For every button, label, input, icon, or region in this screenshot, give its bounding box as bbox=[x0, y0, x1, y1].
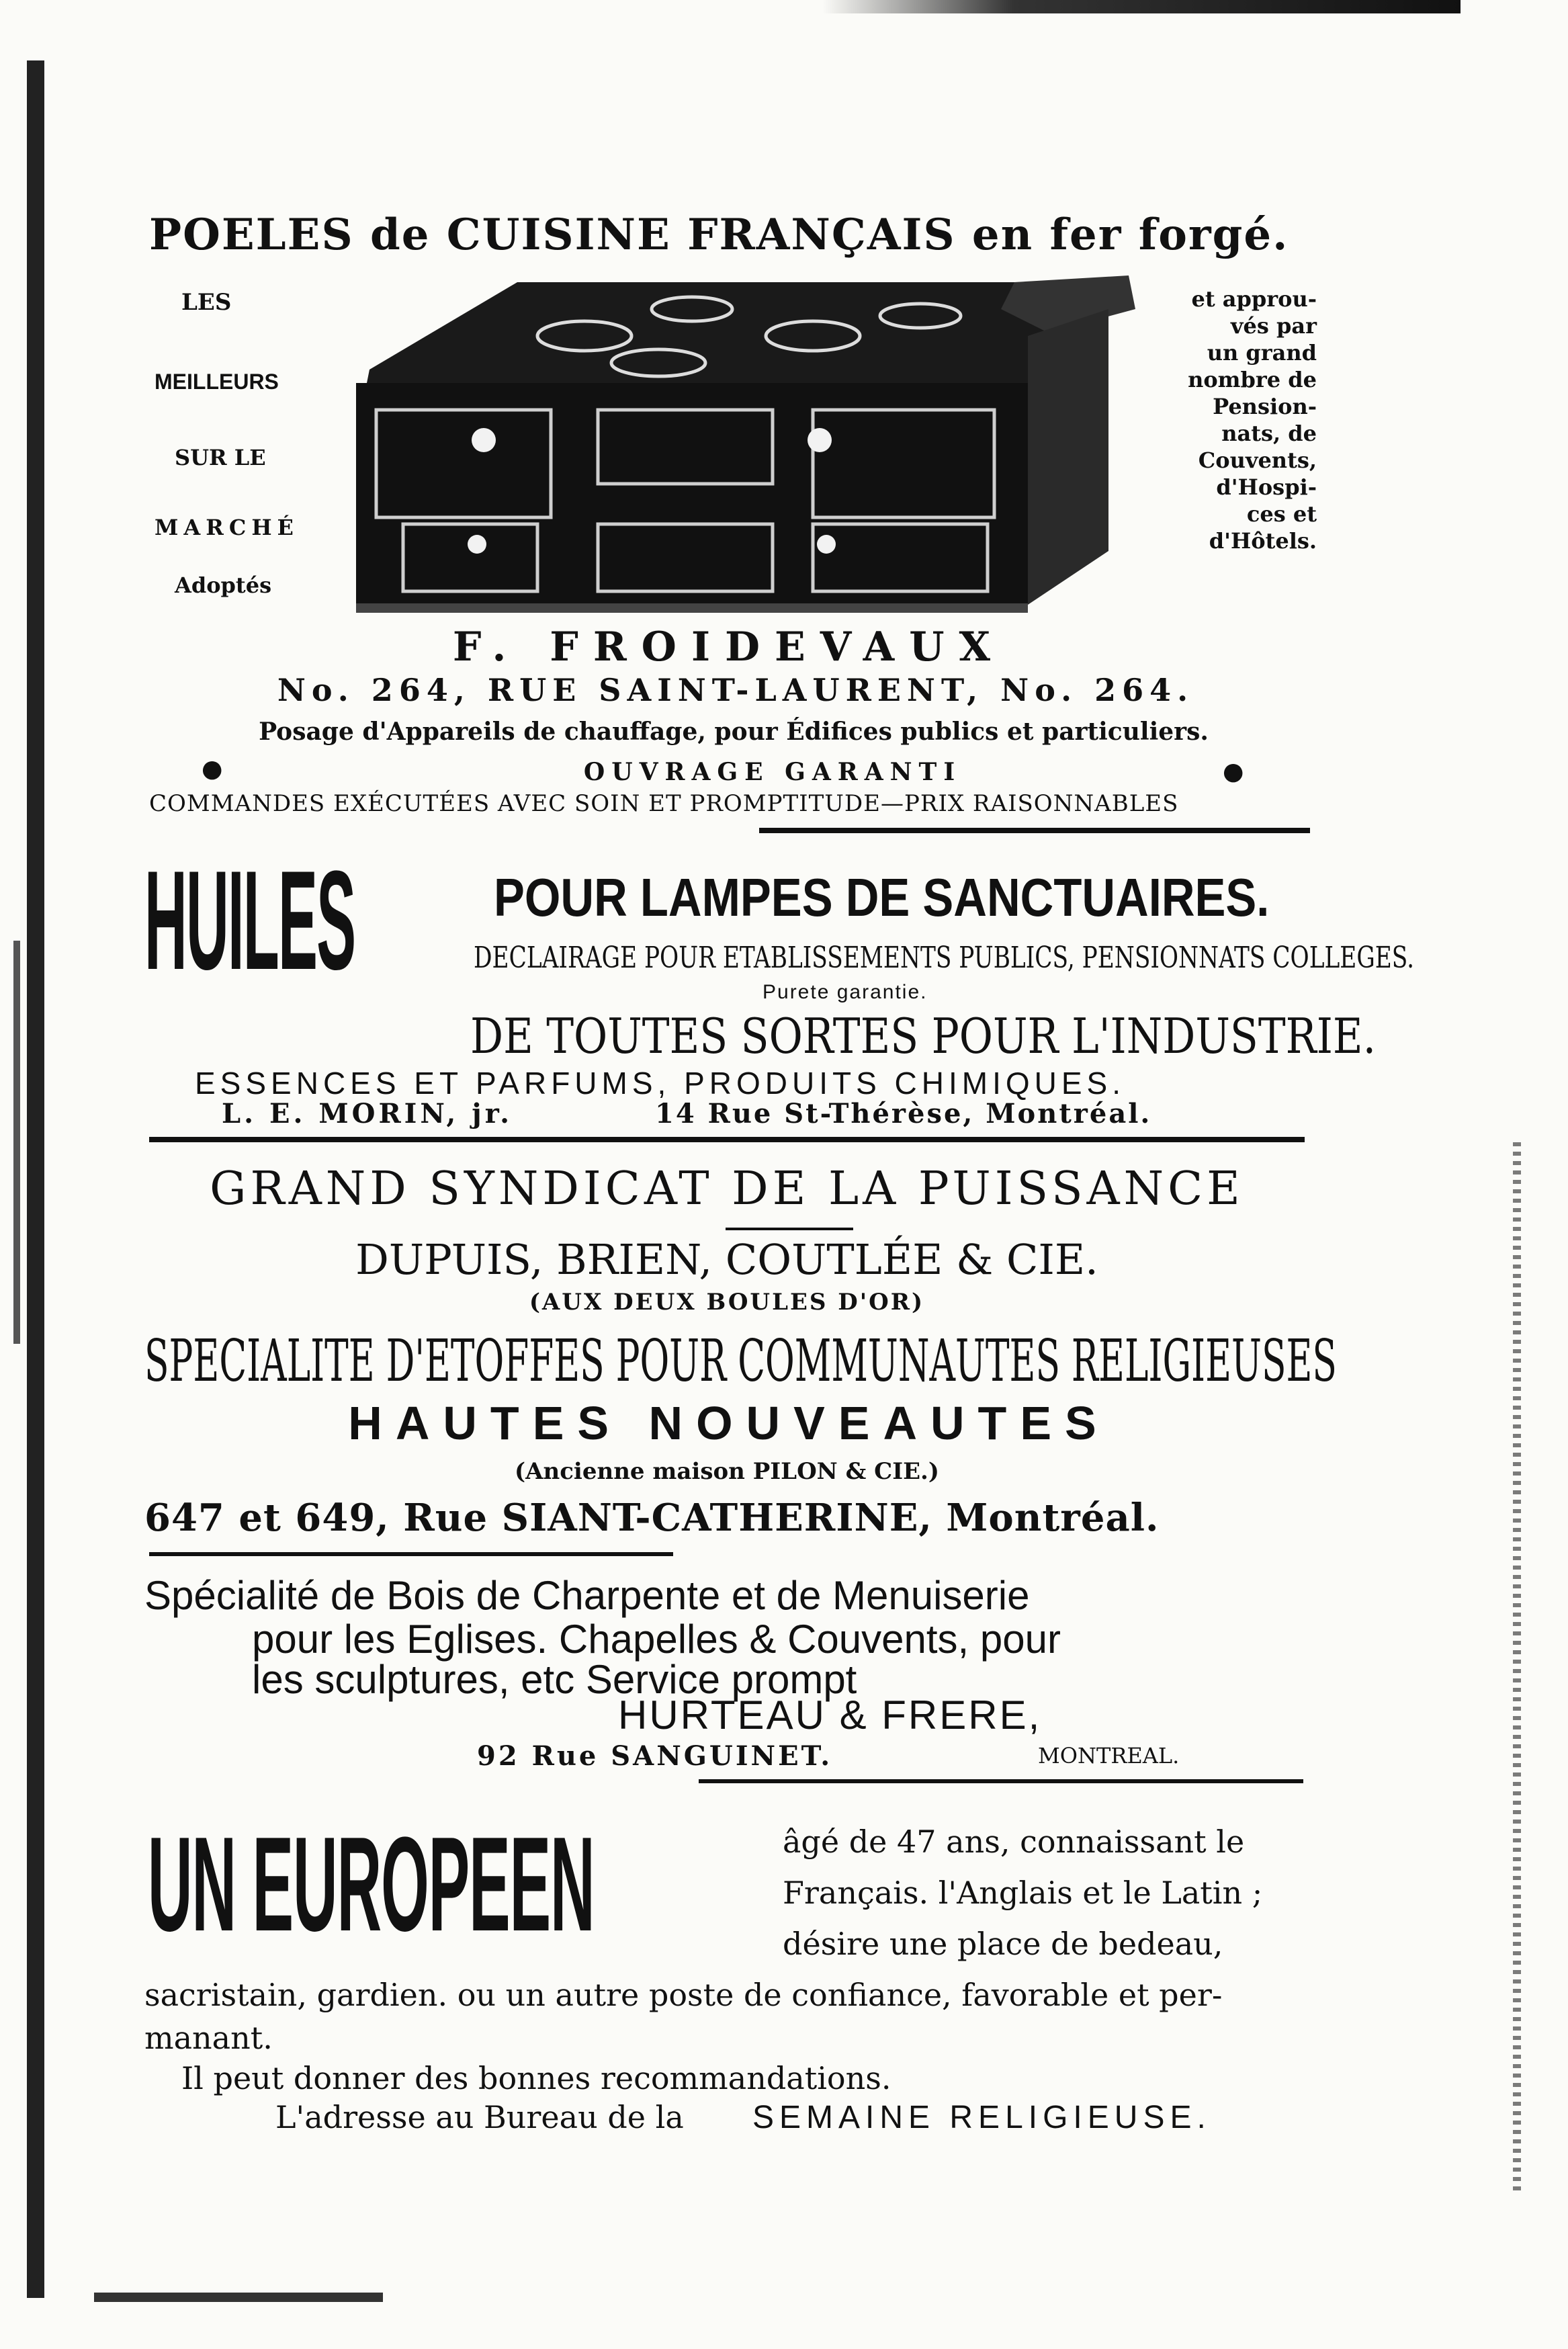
syndicate-ad-sign: (AUX DEUX BOULES D'OR) bbox=[529, 1289, 925, 1316]
woodwork-ad-firm: HURTEAU & FRERE, bbox=[618, 1693, 1042, 1738]
right-line: et approu- bbox=[1191, 286, 1317, 312]
stove-ad-heading: POELES de CUISINE FRANÇAIS en fer forgé. bbox=[149, 210, 1289, 260]
right-line: un grand bbox=[1207, 340, 1317, 366]
syndicate-ad-firm: DUPUIS, BRIEN, COUTLÉE & CIE. bbox=[355, 1235, 1098, 1284]
european-ad-line4: sacristain, gardien. ou un autre poste de confiance, favorable et per- bbox=[144, 1977, 1223, 2013]
divider bbox=[149, 1552, 673, 1556]
oils-ad-line5: ESSENCES ET PARFUMS, PRODUITS CHIMIQUES. bbox=[195, 1066, 1126, 1101]
scan-edge-left bbox=[27, 60, 44, 2298]
stove-ad-address: No. 264, RUE SAINT-LAURENT, No. 264. bbox=[277, 672, 1194, 708]
woodwork-ad-line1: Spécialité de Bois de Charpente et de Menuiserie bbox=[144, 1573, 1030, 1618]
right-line: d'Hospi- bbox=[1216, 474, 1317, 500]
stove-ad-guarantee: OUVRAGE GARANTI bbox=[583, 758, 962, 786]
divider bbox=[759, 828, 1310, 833]
left-line: Adoptés bbox=[175, 572, 272, 598]
european-ad-line5: manant. bbox=[144, 2020, 273, 2056]
woodwork-ad-line2: pour les Eglises. Chapelles & Couvents, pour bbox=[252, 1617, 1061, 1662]
syndicate-ad-novelties: HAUTES NOUVEAUTES bbox=[348, 1397, 1110, 1449]
oils-ad-line3: Purete garantie. bbox=[763, 981, 928, 1003]
scan-edge-left-shadow bbox=[13, 941, 20, 1344]
left-line: LES bbox=[181, 289, 232, 316]
scan-edge-top bbox=[822, 0, 1461, 13]
ornament-icon: ● bbox=[1223, 758, 1244, 785]
divider bbox=[726, 1228, 853, 1230]
woodwork-ad-city: MONTREAL. bbox=[1038, 1743, 1180, 1768]
european-ad-line1: âgé de 47 ans, connaissant le bbox=[783, 1824, 1245, 1860]
stove-ad-merchant-name: F. FROIDEVAUX bbox=[452, 624, 1006, 671]
stove-ad-service: Posage d'Appareils de chauffage, pour Édifices publics et particuliers. bbox=[259, 718, 1209, 746]
european-ad-line7-prefix: L'adresse au Bureau de la bbox=[275, 2099, 684, 2135]
right-line: Couvents, bbox=[1198, 447, 1317, 473]
right-line: d'Hôtels. bbox=[1209, 528, 1317, 554]
european-ad-line6: Il peut donner des bonnes recommandations. bbox=[181, 2060, 891, 2096]
syndicate-ad-address: 647 et 649, Rue SIANT-CATHERINE, Montréal. bbox=[144, 1496, 1160, 1540]
right-line: Pension- bbox=[1213, 394, 1317, 419]
left-line: MEILLEURS bbox=[155, 370, 279, 394]
oils-ad-merchant-address: 14 Rue St-Thérèse, Montréal. bbox=[655, 1098, 1152, 1129]
divider bbox=[149, 1137, 1305, 1142]
right-line: ces et bbox=[1246, 501, 1317, 527]
stove-illustration bbox=[343, 269, 1142, 618]
right-line: nats, de bbox=[1221, 421, 1317, 446]
right-line: nombre de bbox=[1188, 367, 1317, 392]
ornament-icon: ● bbox=[202, 755, 223, 783]
syndicate-ad-former: (Ancienne maison PILON & CIE.) bbox=[515, 1458, 939, 1485]
oils-ad-line4: DE TOUTES SORTES POUR L'INDUSTRIE. bbox=[470, 1008, 1377, 1064]
oils-ad-line2: DECLAIRAGE POUR ETABLISSEMENTS PUBLICS, PENSIONNATS COLLEGES. bbox=[474, 941, 1415, 975]
left-line: MARCHÉ bbox=[155, 515, 299, 540]
left-line: SUR LE bbox=[175, 445, 266, 470]
stove-ad-orders: COMMANDES EXÉCUTÉES AVEC SOIN ET PROMPTITUDE—PRIX RAISONNABLES bbox=[149, 790, 1179, 817]
scan-edge-bottom bbox=[94, 2293, 383, 2302]
scan-edge-right bbox=[1513, 1142, 1521, 2190]
woodwork-ad-address: 92 Rue SANGUINET. bbox=[477, 1740, 833, 1772]
european-ad-line7-suffix: SEMAINE RELIGIEUSE. bbox=[752, 2100, 1211, 2135]
syndicate-ad-specialty: SPECIALITE D'ETOFFES POUR COMMUNAUTES RELIGIEUSES bbox=[144, 1328, 1337, 1395]
divider bbox=[699, 1779, 1303, 1783]
stove-ad-right-column bbox=[1142, 286, 1317, 554]
oils-ad-big-word: HUILES bbox=[144, 841, 355, 999]
european-ad-line2: Français. l'Anglais et le Latin ; bbox=[783, 1875, 1263, 1911]
woodwork-ad-line3: les sculptures, etc Service prompt bbox=[252, 1657, 857, 1702]
european-ad-line3: désire une place de bedeau, bbox=[783, 1926, 1223, 1962]
syndicate-ad-title: GRAND SYNDICAT DE LA PUISSANCE bbox=[210, 1162, 1244, 1215]
european-ad-big-word: UN EUROPEEN bbox=[148, 1809, 595, 1959]
oils-ad-line1: POUR LAMPES DE SANCTUAIRES. bbox=[494, 867, 1270, 927]
right-line: vés par bbox=[1230, 313, 1317, 339]
oils-ad-merchant: L. E. MORIN, jr. bbox=[222, 1098, 513, 1129]
